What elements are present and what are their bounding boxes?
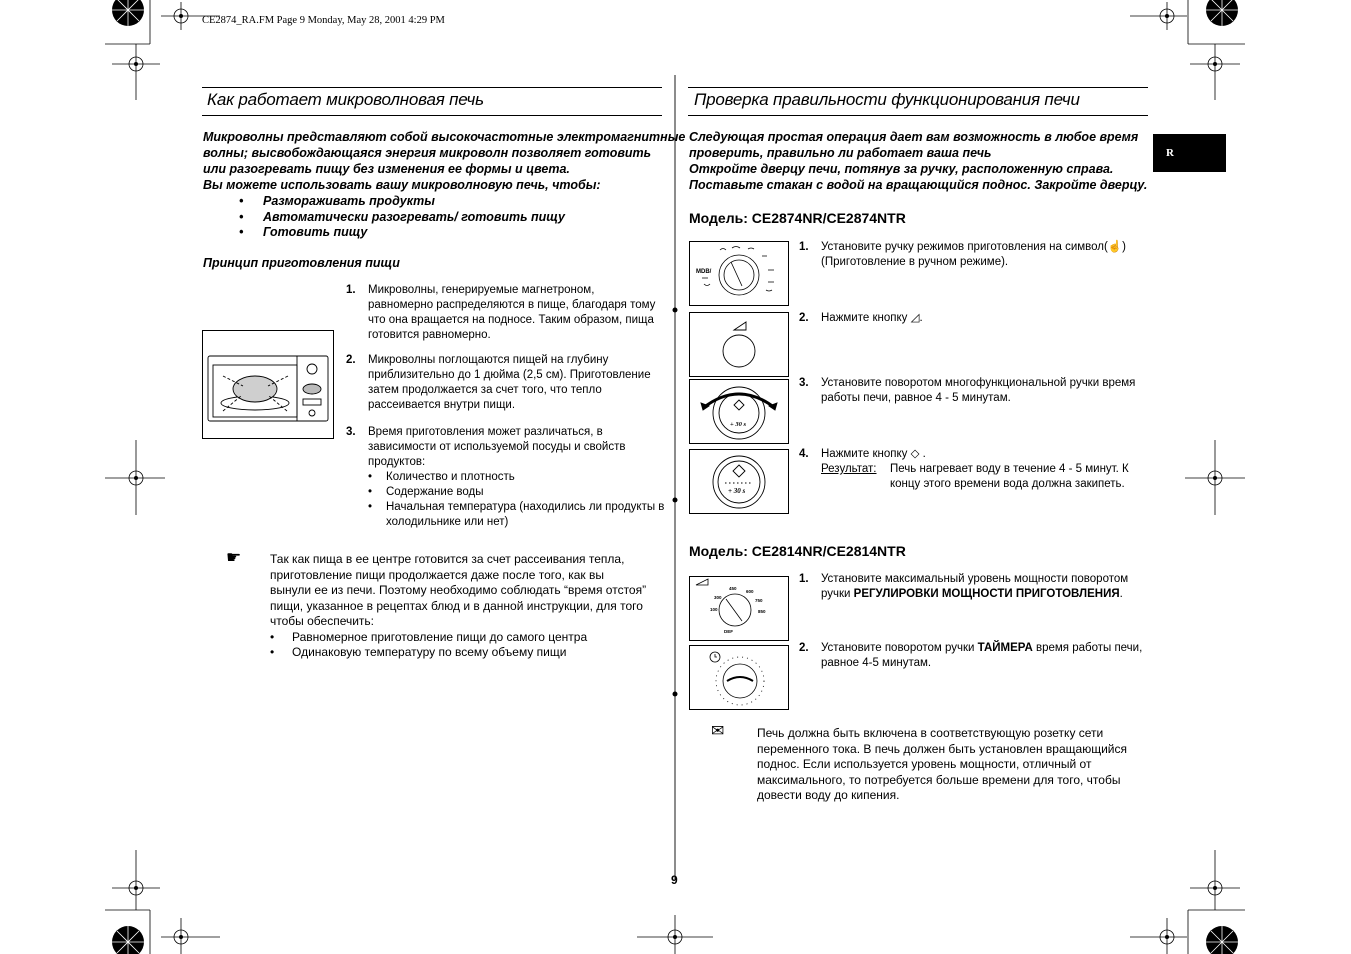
left-title-rule-top	[202, 87, 662, 88]
pointing-hand-icon: ☛	[226, 548, 242, 568]
svg-text:DEF: DEF	[724, 629, 733, 634]
list-item: • Автоматически разогревать/ готовить пищу	[239, 210, 565, 226]
note-icon: ✉	[711, 721, 725, 740]
svg-text:600: 600	[746, 589, 754, 594]
model-a-step-4: 4. Нажмите кнопку ◇ . Результат: Печь нагревает воду в течение 4 - 5 минут. К концу этого времени вода должна закипеть.	[799, 448, 1129, 490]
manual-cooking-icon: ☝	[1107, 241, 1123, 253]
model-a-step-2: 2. Нажмите кнопку ◿.	[799, 312, 923, 324]
left-intro: Микроволны представляют собой высокочастотные электромагнитные волны; высвобождающаяся энергия микроволн позволяет готовить или разогревать пищу без изменения ее формы и цвета. Вы можете использовать вашу микроволновую печь, чтобы:	[203, 130, 686, 192]
model-b-heading: Модель: CE2814NR/CE2814NTR	[689, 543, 906, 559]
svg-text:+ 30 s: + 30 s	[728, 487, 746, 495]
svg-text:+ 30 s: + 30 s	[730, 421, 746, 428]
principle-step-2: 2. Микроволны поглощаются пищей на глубину приблизительно до 1 дюйма (2,5 см). Приготовление затем продолжается за счет того, что тепло рассеивается внутри пищи.	[346, 354, 651, 411]
right-intro: Следующая простая операция дает вам возможность в любое время проверить, правильно ли работает ваша печь Откройте дверцу печи, потянув за ручку, расположенную справа. Поставьте стакан с водой на вращающийся поднос. Закройте дверцу.	[689, 130, 1148, 192]
rotate-knob-figure	[689, 379, 789, 444]
model-a-step-3: 3. Установите поворотом многофункциональной ручки время работы печи, равное 4 - 5 минутам.	[799, 377, 1136, 404]
list-item: • Готовить пищу	[239, 225, 565, 241]
power-outlet-note: Печь должна быть включена в соответствующую розетку сети переменного тока. В печь должен быть установлен вращающийся поднос. Если используется уровень мощности, отличный от максимального, то потребуется больше времени для того, чтобы довести воду до кипения.	[757, 726, 1127, 802]
list-item: • Равномерное приготовление пищи до самого центра	[270, 630, 670, 646]
list-item: • Содержание воды	[368, 485, 666, 500]
right-title-rule-top	[688, 87, 1148, 88]
svg-text:300: 300	[714, 595, 722, 600]
right-section-title: Проверка правильности функционирования печи	[694, 90, 1080, 109]
factors-list	[368, 470, 666, 530]
timer-dial-figure	[689, 645, 789, 710]
file-header: CE2874_RA.FM Page 9 Monday, May 28, 2001 4:29 PM	[202, 15, 445, 26]
start-triangle-icon: ◿	[910, 312, 920, 324]
list-item: • Размораживать продукты	[239, 194, 565, 210]
svg-text:100: 100	[710, 607, 718, 612]
language-tab: R	[1153, 134, 1226, 172]
svg-text:850: 850	[758, 609, 766, 614]
list-item: • Количество и плотность	[368, 470, 666, 485]
list-item: • Одинаковую температуру по всему объему пищи	[270, 645, 670, 661]
start-button-figure	[689, 312, 789, 377]
right-title-rule-bottom	[688, 115, 1148, 116]
principle-heading: Принцип приготовления пищи	[203, 256, 400, 270]
power-dial-figure	[689, 576, 789, 641]
start-diamond-icon: ◇	[910, 448, 920, 460]
model-a-heading: Модель: CE2874NR/CE2874NTR	[689, 210, 906, 226]
microwave-illustration	[202, 330, 334, 439]
model-a-step-1: 1. Установите ручку режимов приготовления на символ(☝) (Приготовление в ручном режиме).	[799, 241, 1126, 268]
result-label: Результат:	[821, 463, 877, 475]
svg-text:750: 750	[755, 598, 763, 603]
svg-text:MDB/: MDB/	[696, 269, 712, 275]
page-number: 9	[671, 873, 678, 887]
left-section-title: Как работает микроволновая печь	[207, 90, 484, 109]
microwave-drawing	[203, 331, 333, 438]
standing-time-note: Так как пища в ее центре готовится за счет рассеивания тепла, приготовление пищи продолжается даже после того, как вы вынули ее из печи. Поэтому необходимо соблюдать “время отстоя” пищи, указанное в рецептах блюд и в данной инструкции, для того чтобы обеспечить: • Равномерное приготовление пищи до самого центра • Одинаковую температуру по всему объему пищи	[270, 552, 670, 661]
svg-text:450: 450	[729, 586, 737, 591]
principle-step-1: 1. Микроволны, генерируемые магнетроном, равномерно распределяются в пище, благодаря тому что она вращается на подносе. Таким образом, пища готовится равномерно.	[346, 284, 656, 341]
principle-step-3: 3. Время приготовления может различаться, в зависимости от используемой посуды и свойств продуктов: • Количество и плотность • Содержание воды • Начальная температура (находились ли продукты в холодильнике или нет)	[346, 425, 666, 530]
mode-dial-figure	[689, 241, 789, 306]
press-knob-figure	[689, 449, 789, 514]
model-b-step-1: 1. Установите максимальный уровень мощности поворотом ручки РЕГУЛИРОВКИ МОЩНОСТИ ПРИГОТОВЛЕНИЯ.	[799, 573, 1129, 600]
model-b-step-2: 2. Установите поворотом ручки ТАЙМЕРА время работы печи, равное 4-5 минутам.	[799, 642, 1143, 669]
uses-list	[239, 194, 565, 241]
left-title-rule-bottom	[202, 115, 662, 116]
list-item: • Начальная температура (находились ли продукты в холодильнике или нет)	[368, 500, 666, 530]
